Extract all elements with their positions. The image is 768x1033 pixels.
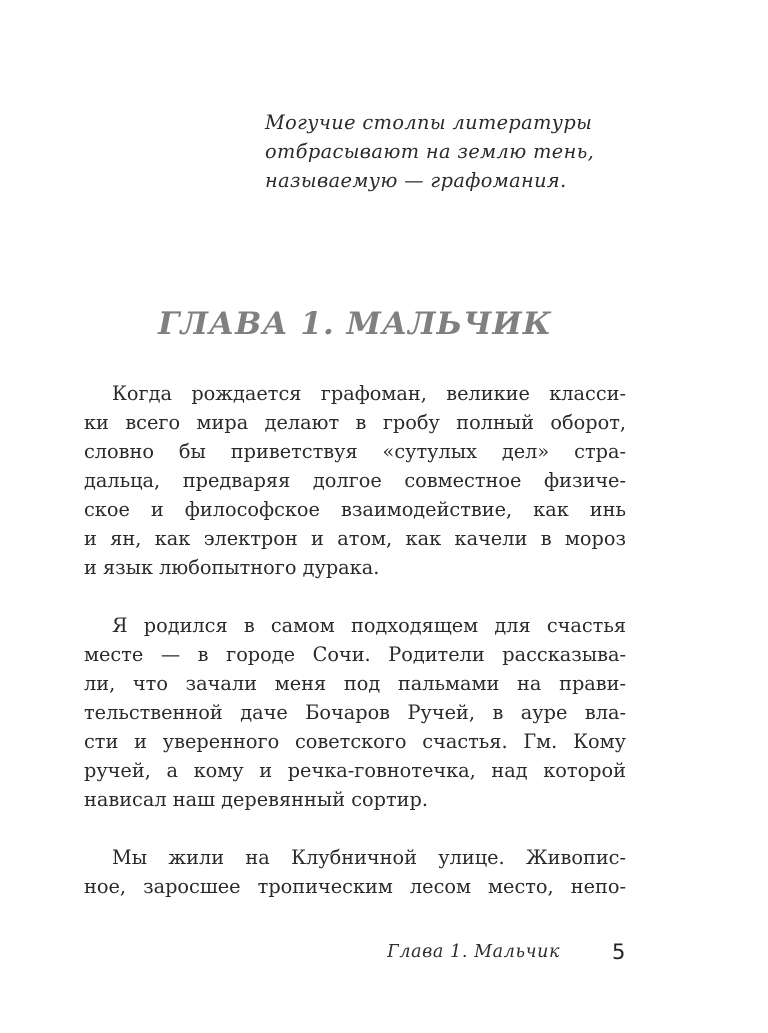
chapter-title: ГЛАВА 1. МАЛЬЧИК: [158, 306, 552, 342]
epigraph-line: отбрасывают на землю тень,: [265, 140, 595, 163]
epigraph: [265, 108, 645, 195]
text-line: словно бы приветствуя «сутулых дел» стра-: [84, 440, 626, 463]
text-line: сти и уверенного советского счастья. Гм. Кому: [84, 730, 626, 753]
text-line: месте — в городе Сочи. Родители рассказыва-: [84, 643, 626, 666]
text-line: ное, заросшее тропическим лесом место, непо-: [84, 875, 626, 898]
text-line: дальца, предваряя долгое совместное физиче-: [84, 469, 626, 492]
text-line: и ян, как электрон и атом, как качели в мороз: [84, 527, 626, 550]
text-line: Мы жили на Клубничной улице. Живопис-: [112, 846, 626, 869]
text-line: ручей, а кому и речка-говнотечка, над которой: [84, 759, 626, 782]
text-line: нависал наш деревянный сортир.: [84, 788, 428, 811]
epigraph-line: Могучие столпы литературы: [265, 111, 593, 134]
text-line: ское и философское взаимодействие, как инь: [84, 498, 626, 521]
paragraph-2: [84, 611, 626, 814]
running-head: Глава 1. Мальчик: [387, 942, 560, 962]
epigraph-line: называемую — графомания.: [265, 169, 567, 192]
text-line: ли, что зачали меня под пальмами на прави-: [84, 672, 626, 695]
text-line: ки всего мира делают в гробу полный оборот,: [84, 411, 626, 434]
text-line: Когда рождается графоман, великие класси-: [112, 382, 626, 405]
text-line: тельственной даче Бочаров Ручей, в ауре вла-: [84, 701, 626, 724]
paragraph-3: [84, 843, 626, 901]
text-line: Я родился в самом подходящем для счастья: [112, 614, 626, 637]
body-text: [84, 379, 626, 930]
paragraph-1: [84, 379, 626, 582]
text-line: и язык любопытного дурака.: [84, 556, 380, 579]
page-footer: [0, 940, 768, 970]
page-number: 5: [612, 940, 626, 964]
